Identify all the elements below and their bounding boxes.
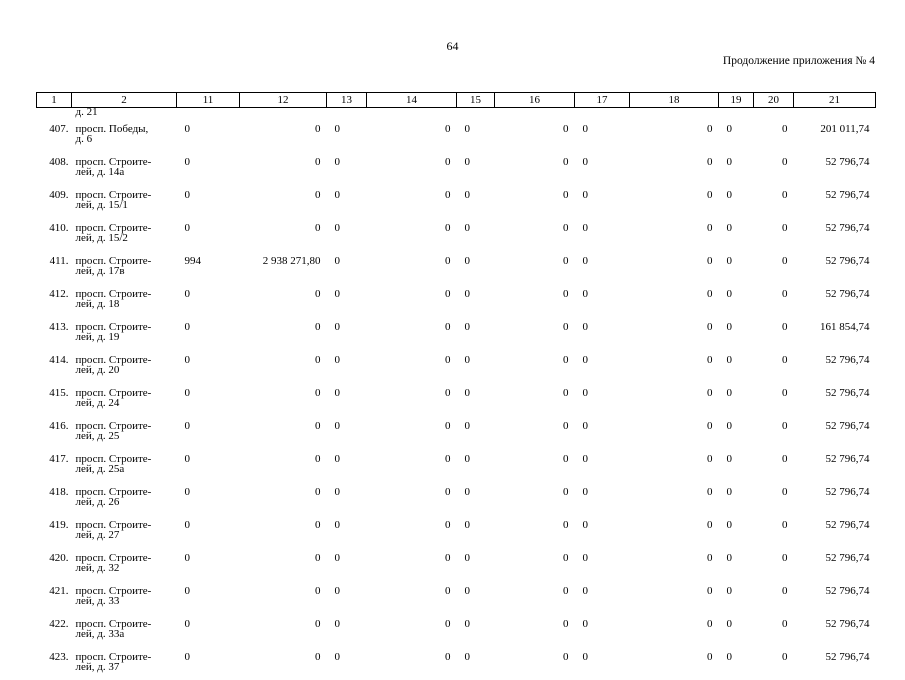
value-cell-18: 0 xyxy=(707,189,713,201)
table-row xyxy=(37,152,876,185)
value-cell-15: 0 xyxy=(464,288,470,300)
value-cell-19: 0 xyxy=(726,552,732,564)
column-header: 1 xyxy=(37,93,72,108)
page-number: 64 xyxy=(446,39,459,53)
value-cell-14: 0 xyxy=(445,255,451,267)
value-cell-14: 0 xyxy=(445,453,451,465)
value-cell-14: 0 xyxy=(445,189,451,201)
value-cell-14: 0 xyxy=(445,123,451,135)
value-cell-13: 0 xyxy=(334,552,340,564)
value-cell-11: 0 xyxy=(184,354,190,366)
value-cell-16: 0 xyxy=(563,519,569,531)
row-number: 413. xyxy=(49,321,69,333)
value-cell-14: 0 xyxy=(445,288,451,300)
address-cell xyxy=(72,119,177,152)
value-cell-20: 0 xyxy=(782,585,788,597)
value-cell-17: 0 xyxy=(582,453,588,465)
value-cell-15: 0 xyxy=(464,519,470,531)
value-cell-21: 52 796,74 xyxy=(825,552,870,564)
address-line: просп. Строите- xyxy=(75,453,152,465)
value-cell-20: 0 xyxy=(782,552,788,564)
value-cell-14: 0 xyxy=(445,420,451,432)
value-cell-16: 0 xyxy=(563,486,569,498)
value-cell-11: 0 xyxy=(184,222,190,234)
value-cell-19: 0 xyxy=(726,618,732,630)
table-row xyxy=(37,548,876,581)
value-cell-11: 994 xyxy=(184,255,201,267)
address-line: просп. Строите- xyxy=(75,585,152,597)
value-cell-18: 0 xyxy=(707,321,713,333)
value-cell-21: 52 796,74 xyxy=(825,189,870,201)
address-line: просп. Строите- xyxy=(75,156,152,168)
address-line: просп. Победы, xyxy=(75,123,149,135)
column-header: 13 xyxy=(327,93,367,108)
value-cell-17: 0 xyxy=(582,486,588,498)
value-cell-21: 52 796,74 xyxy=(825,486,870,498)
row-number: 417. xyxy=(49,453,69,465)
value-cell-14: 0 xyxy=(445,354,451,366)
value-cell-12: 0 xyxy=(315,354,321,366)
value-cell-12: 0 xyxy=(315,453,321,465)
value-cell-16: 0 xyxy=(563,618,569,630)
row-number: 420. xyxy=(49,552,69,564)
value-cell-16: 0 xyxy=(563,420,569,432)
value-cell-16: 0 xyxy=(563,123,569,135)
value-cell-15: 0 xyxy=(464,618,470,630)
continuation-row xyxy=(37,108,876,120)
address-cell xyxy=(72,449,177,482)
value-cell-20: 0 xyxy=(782,651,788,663)
value-cell-16: 0 xyxy=(563,552,569,564)
address-line: просп. Строите- xyxy=(75,486,152,498)
address-line: лей, д. 19 xyxy=(75,331,120,343)
value-cell-18: 0 xyxy=(707,618,713,630)
value-cell-12: 0 xyxy=(315,651,321,663)
address-line: лей, д. 37 xyxy=(75,661,120,673)
value-cell-20: 0 xyxy=(782,354,788,366)
value-cell-15: 0 xyxy=(464,156,470,168)
value-cell-16: 0 xyxy=(563,651,569,663)
value-cell-17: 0 xyxy=(582,585,588,597)
value-cell-11: 0 xyxy=(184,552,190,564)
address-line: лей, д. 24 xyxy=(75,397,120,409)
value-cell-11: 0 xyxy=(184,321,190,333)
value-cell-18: 0 xyxy=(707,519,713,531)
table-row xyxy=(37,218,876,251)
value-cell-19: 0 xyxy=(726,189,732,201)
value-cell-20: 0 xyxy=(782,123,788,135)
address-cell xyxy=(72,152,177,185)
row-number: 423. xyxy=(49,651,69,663)
table-row xyxy=(37,350,876,383)
value-cell-15: 0 xyxy=(464,255,470,267)
value-cell-12: 0 xyxy=(315,552,321,564)
value-cell-16: 0 xyxy=(563,321,569,333)
address-line: просп. Строите- xyxy=(75,255,152,267)
table-row xyxy=(37,416,876,449)
value-cell-15: 0 xyxy=(464,321,470,333)
value-cell-20: 0 xyxy=(782,618,788,630)
value-cell-18: 0 xyxy=(707,420,713,432)
value-cell-20: 0 xyxy=(782,255,788,267)
value-cell-14: 0 xyxy=(445,552,451,564)
address-cell xyxy=(72,416,177,449)
value-cell-19: 0 xyxy=(726,651,732,663)
value-cell-21: 52 796,74 xyxy=(825,156,870,168)
value-cell-16: 0 xyxy=(563,354,569,366)
table-row xyxy=(37,515,876,548)
table-row xyxy=(37,383,876,416)
value-cell-13: 0 xyxy=(334,651,340,663)
value-cell-20: 0 xyxy=(782,222,788,234)
value-cell-15: 0 xyxy=(464,387,470,399)
value-cell-13: 0 xyxy=(334,123,340,135)
value-cell-12: 0 xyxy=(315,420,321,432)
value-cell-18: 0 xyxy=(707,255,713,267)
value-cell-12: 0 xyxy=(315,288,321,300)
value-cell-12: 0 xyxy=(315,222,321,234)
value-cell-18: 0 xyxy=(707,123,713,135)
value-cell-16: 0 xyxy=(563,387,569,399)
value-cell-17: 0 xyxy=(582,519,588,531)
value-cell-11: 0 xyxy=(184,420,190,432)
value-cell-13: 0 xyxy=(334,387,340,399)
value-cell-14: 0 xyxy=(445,519,451,531)
value-cell-18: 0 xyxy=(707,354,713,366)
value-cell-17: 0 xyxy=(582,420,588,432)
value-cell-20: 0 xyxy=(782,420,788,432)
address-cell xyxy=(72,515,177,548)
value-cell-12: 0 xyxy=(315,618,321,630)
value-cell-13: 0 xyxy=(334,189,340,201)
address-line: лей, д. 33 xyxy=(75,595,120,607)
table-row xyxy=(37,185,876,218)
value-cell-19: 0 xyxy=(726,222,732,234)
value-cell-12: 2 938 271,80 xyxy=(262,255,321,267)
value-cell-17: 0 xyxy=(582,387,588,399)
appendix-continuation-label: Продолжение приложения № 4 xyxy=(722,55,875,67)
value-cell-13: 0 xyxy=(334,156,340,168)
value-cell-12: 0 xyxy=(315,585,321,597)
value-cell-13: 0 xyxy=(334,420,340,432)
column-header: 15 xyxy=(457,93,495,108)
value-cell-16: 0 xyxy=(563,222,569,234)
address-line: просп. Строите- xyxy=(75,288,152,300)
address-line: просп. Строите- xyxy=(75,387,152,399)
address-line: просп. Строите- xyxy=(75,420,152,432)
address-line: д. 6 xyxy=(75,133,93,145)
value-cell-16: 0 xyxy=(563,189,569,201)
value-cell-17: 0 xyxy=(582,156,588,168)
value-cell-16: 0 xyxy=(563,288,569,300)
value-cell-14: 0 xyxy=(445,222,451,234)
value-cell-13: 0 xyxy=(334,486,340,498)
value-cell-15: 0 xyxy=(464,354,470,366)
value-cell-11: 0 xyxy=(184,123,190,135)
value-cell-14: 0 xyxy=(445,651,451,663)
value-cell-19: 0 xyxy=(726,255,732,267)
value-cell-13: 0 xyxy=(334,618,340,630)
value-cell-21: 52 796,74 xyxy=(825,255,870,267)
column-header: 19 xyxy=(719,93,754,108)
value-cell-18: 0 xyxy=(707,486,713,498)
address-line: просп. Строите- xyxy=(75,651,152,663)
value-cell-21: 52 796,74 xyxy=(825,222,870,234)
address-line: лей, д. 25а xyxy=(75,463,125,475)
value-cell-14: 0 xyxy=(445,321,451,333)
value-cell-14: 0 xyxy=(445,585,451,597)
value-cell-11: 0 xyxy=(184,519,190,531)
value-cell-21: 52 796,74 xyxy=(825,288,870,300)
value-cell-18: 0 xyxy=(707,585,713,597)
row-number: 409. xyxy=(49,189,69,201)
address-line: просп. Строите- xyxy=(75,618,152,630)
address-line: лей, д. 33а xyxy=(75,628,125,640)
value-cell-21: 52 796,74 xyxy=(825,387,870,399)
value-cell-14: 0 xyxy=(445,156,451,168)
value-cell-21: 52 796,74 xyxy=(825,453,870,465)
row-number: 411. xyxy=(49,255,69,267)
table-row xyxy=(37,119,876,152)
value-cell-13: 0 xyxy=(334,585,340,597)
address-line: лей, д. 27 xyxy=(75,529,120,541)
value-cell-15: 0 xyxy=(464,453,470,465)
value-cell-20: 0 xyxy=(782,321,788,333)
address-cell xyxy=(72,383,177,416)
address-cell xyxy=(72,614,177,647)
value-cell-21: 201 011,74 xyxy=(820,123,870,135)
value-cell-18: 0 xyxy=(707,156,713,168)
value-cell-15: 0 xyxy=(464,123,470,135)
table-row xyxy=(37,581,876,614)
value-cell-19: 0 xyxy=(726,453,732,465)
address-line: лей, д. 18 xyxy=(75,298,120,310)
value-cell-19: 0 xyxy=(726,321,732,333)
address-cell xyxy=(72,218,177,251)
address-cell xyxy=(72,317,177,350)
value-cell-13: 0 xyxy=(334,288,340,300)
address-cell xyxy=(72,482,177,515)
address-line: лей, д. 17в xyxy=(75,265,125,277)
address-line: лей, д. 15/2 xyxy=(75,232,128,244)
value-cell-18: 0 xyxy=(707,651,713,663)
value-cell-16: 0 xyxy=(563,156,569,168)
value-cell-15: 0 xyxy=(464,552,470,564)
value-cell-12: 0 xyxy=(315,519,321,531)
value-cell-13: 0 xyxy=(334,321,340,333)
value-cell-17: 0 xyxy=(582,123,588,135)
value-cell-21: 52 796,74 xyxy=(825,354,870,366)
address-line: лей, д. 15/1 xyxy=(75,199,128,211)
address-line: просп. Строите- xyxy=(75,519,152,531)
value-cell-13: 0 xyxy=(334,519,340,531)
table-header-row xyxy=(37,93,876,108)
value-cell-12: 0 xyxy=(315,387,321,399)
value-cell-11: 0 xyxy=(184,453,190,465)
appendix-table xyxy=(36,92,876,680)
address-line: лей, д. 25 xyxy=(75,430,120,442)
row-number: 412. xyxy=(49,288,69,300)
value-cell-20: 0 xyxy=(782,156,788,168)
value-cell-17: 0 xyxy=(582,651,588,663)
value-cell-11: 0 xyxy=(184,618,190,630)
address-line: просп. Строите- xyxy=(75,189,152,201)
value-cell-12: 0 xyxy=(315,189,321,201)
value-cell-11: 0 xyxy=(184,288,190,300)
column-header: 20 xyxy=(754,93,794,108)
column-header: 11 xyxy=(177,93,240,108)
column-header: 2 xyxy=(72,93,177,108)
value-cell-11: 0 xyxy=(184,189,190,201)
table-row xyxy=(37,614,876,647)
value-cell-17: 0 xyxy=(582,618,588,630)
value-cell-12: 0 xyxy=(315,156,321,168)
value-cell-18: 0 xyxy=(707,387,713,399)
value-cell-12: 0 xyxy=(315,123,321,135)
value-cell-21: 52 796,74 xyxy=(825,651,870,663)
value-cell-15: 0 xyxy=(464,585,470,597)
value-cell-17: 0 xyxy=(582,288,588,300)
value-cell-21: 52 796,74 xyxy=(825,585,870,597)
value-cell-21: 52 796,74 xyxy=(825,519,870,531)
value-cell-12: 0 xyxy=(315,486,321,498)
value-cell-12: 0 xyxy=(315,321,321,333)
address-line: просп. Строите- xyxy=(75,354,152,366)
address-line: лей, д. 32 xyxy=(75,562,120,574)
address-line: просп. Строите- xyxy=(75,552,152,564)
row-number: 421. xyxy=(49,585,69,597)
value-cell-21: 52 796,74 xyxy=(825,420,870,432)
value-cell-11: 0 xyxy=(184,156,190,168)
value-cell-19: 0 xyxy=(726,585,732,597)
row-number: 422. xyxy=(49,618,69,630)
table-row xyxy=(37,482,876,515)
value-cell-11: 0 xyxy=(184,486,190,498)
value-cell-18: 0 xyxy=(707,288,713,300)
address-line: лей, д. 20 xyxy=(75,364,120,376)
value-cell-13: 0 xyxy=(334,453,340,465)
address-line: просп. Строите- xyxy=(75,321,152,333)
value-cell-19: 0 xyxy=(726,123,732,135)
value-cell-19: 0 xyxy=(726,486,732,498)
value-cell-19: 0 xyxy=(726,288,732,300)
row-number: 418. xyxy=(49,486,69,498)
value-cell-11: 0 xyxy=(184,651,190,663)
value-cell-21: 52 796,74 xyxy=(825,618,870,630)
value-cell-20: 0 xyxy=(782,288,788,300)
table-row xyxy=(37,449,876,482)
value-cell-20: 0 xyxy=(782,387,788,399)
value-cell-17: 0 xyxy=(582,255,588,267)
value-cell-18: 0 xyxy=(707,453,713,465)
column-header: 14 xyxy=(367,93,457,108)
column-header: 12 xyxy=(240,93,327,108)
value-cell-18: 0 xyxy=(707,552,713,564)
address-cell xyxy=(72,251,177,284)
value-cell-15: 0 xyxy=(464,420,470,432)
row-number: 408. xyxy=(49,156,69,168)
address-line: лей, д. 26 xyxy=(75,496,120,508)
table-row xyxy=(37,284,876,317)
value-cell-14: 0 xyxy=(445,486,451,498)
address-cell xyxy=(72,284,177,317)
value-cell-16: 0 xyxy=(563,453,569,465)
value-cell-11: 0 xyxy=(184,585,190,597)
value-cell-15: 0 xyxy=(464,486,470,498)
value-cell-15: 0 xyxy=(464,222,470,234)
value-cell-21: 161 854,74 xyxy=(820,321,870,333)
address-line: просп. Строите- xyxy=(75,222,152,234)
value-cell-14: 0 xyxy=(445,618,451,630)
continuation-address: д. 21 xyxy=(75,106,98,118)
value-cell-17: 0 xyxy=(582,552,588,564)
column-header: 17 xyxy=(575,93,630,108)
row-number: 415. xyxy=(49,387,69,399)
address-cell xyxy=(72,647,177,680)
value-cell-13: 0 xyxy=(334,354,340,366)
address-cell xyxy=(72,548,177,581)
row-number: 414. xyxy=(49,354,69,366)
value-cell-20: 0 xyxy=(782,189,788,201)
value-cell-14: 0 xyxy=(445,387,451,399)
value-cell-11: 0 xyxy=(184,387,190,399)
value-cell-17: 0 xyxy=(582,189,588,201)
value-cell-15: 0 xyxy=(464,189,470,201)
value-cell-18: 0 xyxy=(707,222,713,234)
value-cell-17: 0 xyxy=(582,321,588,333)
address-cell xyxy=(72,581,177,614)
value-cell-20: 0 xyxy=(782,453,788,465)
table-row xyxy=(37,251,876,284)
value-cell-19: 0 xyxy=(726,354,732,366)
table-row xyxy=(37,647,876,680)
row-number: 407. xyxy=(49,123,69,135)
value-cell-13: 0 xyxy=(334,255,340,267)
address-cell xyxy=(72,185,177,218)
value-cell-17: 0 xyxy=(582,354,588,366)
value-cell-13: 0 xyxy=(334,222,340,234)
value-cell-19: 0 xyxy=(726,519,732,531)
column-header: 18 xyxy=(630,93,719,108)
value-cell-19: 0 xyxy=(726,156,732,168)
value-cell-19: 0 xyxy=(726,387,732,399)
address-cell xyxy=(72,350,177,383)
value-cell-20: 0 xyxy=(782,486,788,498)
row-number: 419. xyxy=(49,519,69,531)
table-row xyxy=(37,317,876,350)
value-cell-16: 0 xyxy=(563,255,569,267)
value-cell-15: 0 xyxy=(464,651,470,663)
value-cell-19: 0 xyxy=(726,420,732,432)
value-cell-20: 0 xyxy=(782,519,788,531)
row-number: 416. xyxy=(49,420,69,432)
column-header: 16 xyxy=(495,93,575,108)
column-header: 21 xyxy=(794,93,876,108)
address-line: лей, д. 14а xyxy=(75,166,125,178)
row-number: 410. xyxy=(49,222,69,234)
value-cell-17: 0 xyxy=(582,222,588,234)
value-cell-16: 0 xyxy=(563,585,569,597)
